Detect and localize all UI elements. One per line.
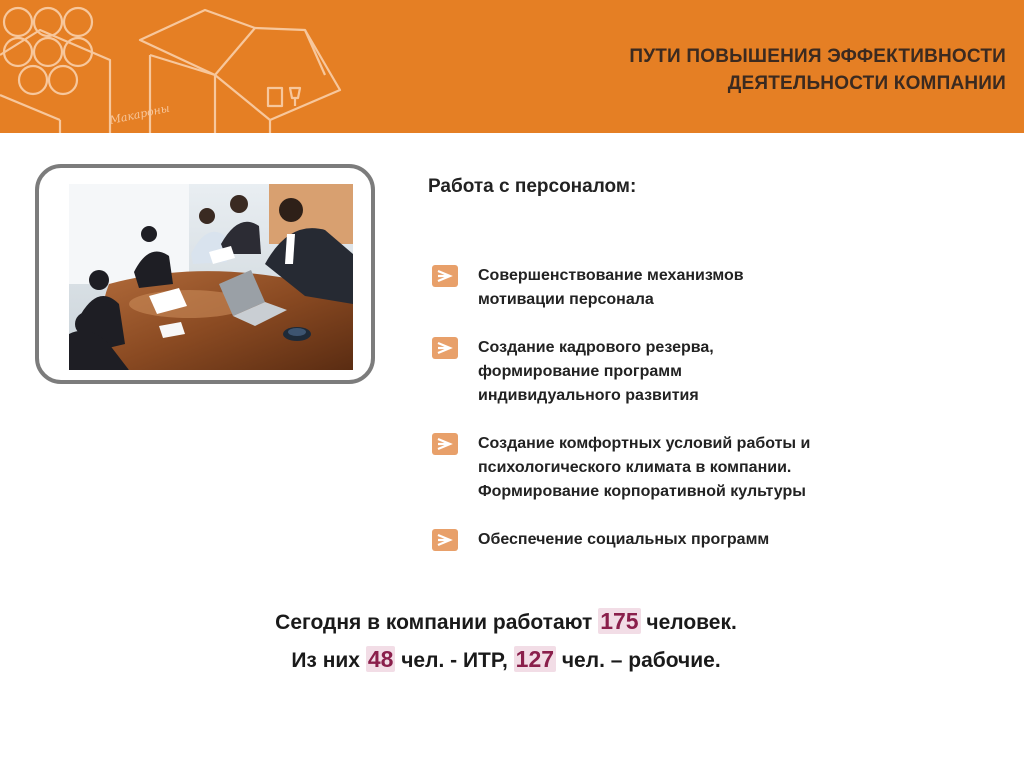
section-heading: Работа с персоналом: — [428, 176, 637, 197]
bullet-list — [430, 264, 950, 576]
list-item — [430, 432, 950, 504]
header-banner — [0, 0, 1024, 133]
summary-line2-mid: чел. - ИТР, — [395, 649, 514, 672]
summary-line2 — [0, 641, 1012, 679]
total-staff-count: 175 — [600, 608, 639, 634]
list-item-text: Создание комфортных условий работы и психологического климата в компании. Формирование корпоративной культуры — [478, 435, 811, 500]
summary-line1-prefix: Сегодня в компании работают — [275, 611, 599, 634]
list-item — [430, 528, 950, 552]
list-item — [430, 264, 950, 312]
list-item-text: Обеспечение социальных программ — [478, 531, 770, 548]
summary-line2-suffix: чел. – рабочие. — [556, 649, 721, 672]
page-title — [486, 43, 1006, 97]
boxes-illustration — [0, 0, 360, 133]
workers-count: 127 — [515, 646, 555, 672]
summary-line1 — [0, 603, 1012, 641]
summary-line1-suffix: человек. — [640, 611, 737, 634]
page-title-line1: ПУТИ ПОВЫШЕНИЯ ЭФФЕКТИВНОСТИ — [629, 46, 1006, 67]
arrow-icon — [432, 337, 458, 359]
list-item — [430, 336, 950, 408]
arrow-icon — [432, 529, 458, 551]
summary-line2-prefix: Из них — [291, 649, 366, 672]
arrow-icon — [432, 265, 458, 287]
list-item-text: Создание кадрового резерва, формирование программ индивидуального развития — [478, 339, 714, 404]
page-title-line2: ДЕЯТЕЛЬНОСТИ КОМПАНИИ — [727, 73, 1006, 94]
meeting-photo — [69, 184, 353, 370]
itr-count: 48 — [367, 646, 394, 672]
list-item-text: Совершенствование механизмов мотивации персонала — [478, 267, 744, 308]
arrow-icon — [432, 433, 458, 455]
photo-frame — [35, 164, 375, 384]
box-label: Макароны — [108, 101, 171, 127]
staff-summary — [0, 603, 1012, 679]
